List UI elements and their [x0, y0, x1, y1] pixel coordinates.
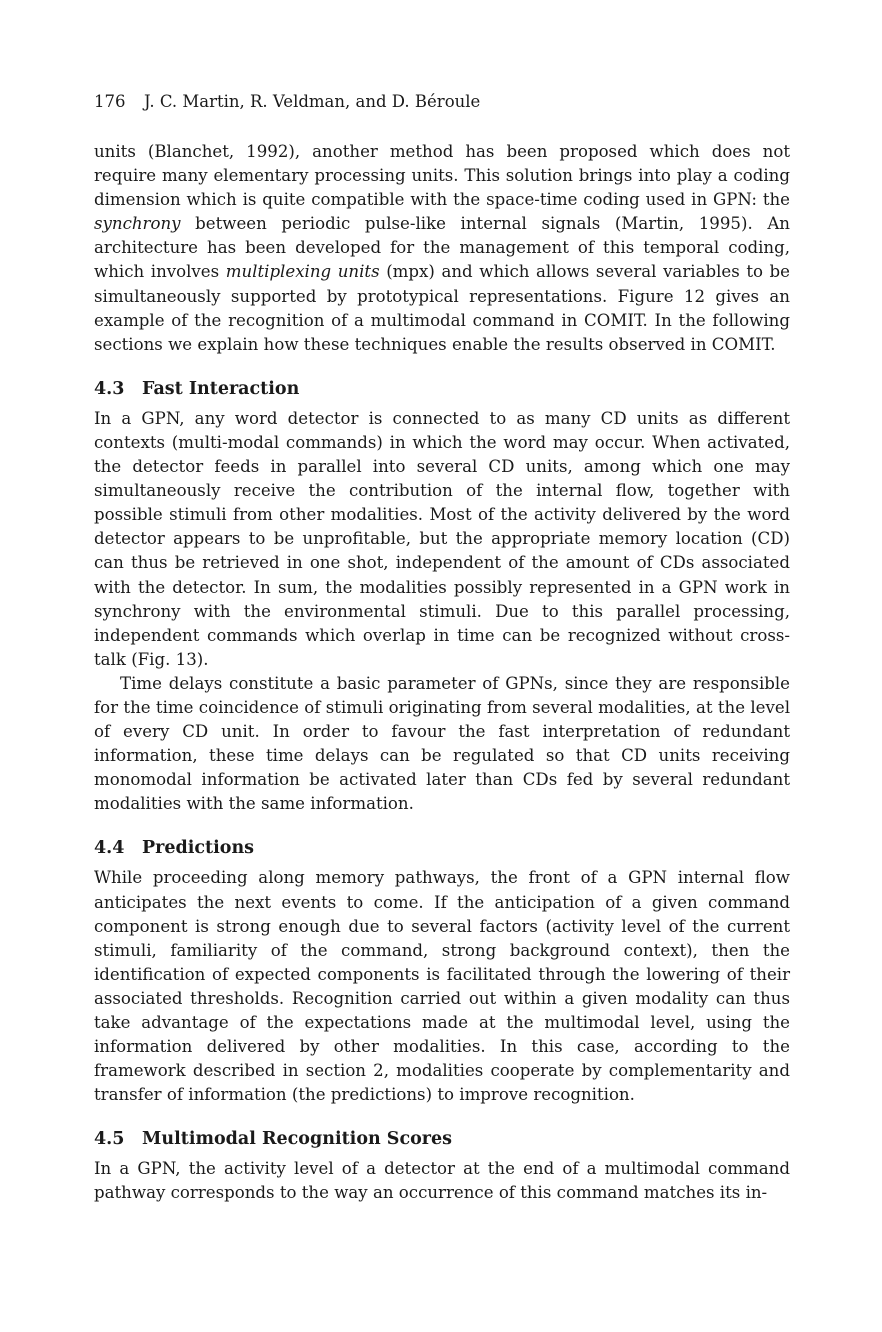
- intro-emphasis-synchrony: synchrony: [94, 214, 181, 234]
- section-4-3-paragraph-2: Time delays constitute a basic parameter of GPNs, since they are responsible for the time coincidence of stimuli originating from several modalities, at the level of every CD unit. In order to favour the fast interpretation of redundant information, these time delays can be regulated so that CD units receiving monomodal information be activated later than CDs fed by several redundant modalities with the same information.: [94, 673, 790, 814]
- intro-text-a: units (Blanchet, 1992), another method has been proposed which does not require many elementary processing units. This solution brings into play a coding dimension which is quite compatible with the space-time coding used in GPN: the: [94, 142, 790, 210]
- section-heading-4-5: [94, 1127, 790, 1151]
- section-number: 4.4: [94, 838, 125, 859]
- section-heading-4-3: [94, 377, 790, 401]
- paper-page: [94, 90, 790, 1206]
- intro-text-c: (mpx) and which allows several variables to be simultaneously supported by prototypical representations. Figure 12 gives an example of the recognition of a multimodal command in COMIT. In the following sections we explain how these techniques enable the results observed in COMIT.: [94, 262, 791, 354]
- section-heading-4-4: [94, 836, 790, 860]
- running-head-authors: J. C. Martin, R. Veldman, and D. Béroule: [144, 92, 481, 111]
- section-4-4-paragraph-1: While proceeding along memory pathways, the front of a GPN internal flow anticipates the next events to come. If the anticipation of a given command component is strong enough due to several factors (activity level of the current stimuli, familiarity of the command, strong background context), then the identification of expected components is facilitated through the lowering of their associated thresholds. Recognition carried out within a given modality can thus take advantage of the expectations made at the multimodal level, using the information delivered by other modalities. In this case, according to the framework described in section 2, modalities cooperate by complementarity and transfer of information (the predictions) to improve recognition.: [94, 868, 790, 1105]
- section-4-3-paragraph-1: In a GPN, any word detector is connected to as many CD units as different contexts (multi-modal commands) in which the word may occur. When activated, the detector feeds in parallel into several CD units, among which one may simultaneously receive the contribution of the internal flow, together with possible stimuli from other modalities. Most of the activity delivered by the word detector appears to be unprofitable, but the appropriate memory location (CD) can thus be retrieved in one shot, independent of the amount of CDs associated with the detector. In sum, the modalities possibly represented in a GPN work in synchrony with the environmental stimuli. Due to this parallel processing, independent commands which overlap in time can be recognized without cross-talk (Fig. 13).: [94, 408, 790, 669]
- section-number: 4.3: [94, 378, 125, 399]
- section-number: 4.5: [94, 1129, 125, 1150]
- running-head: [94, 90, 790, 114]
- intro-paragraph: [94, 140, 790, 357]
- page-number: 176: [94, 92, 126, 111]
- intro-emphasis-multiplexing: multiplexing units: [225, 262, 380, 282]
- section-title: Predictions: [142, 838, 255, 859]
- intro-text-b: between periodic pulse-like internal signals (Martin, 1995). An architecture has been developed for the management of this temporal coding, which involves: [94, 214, 790, 282]
- section-title: Fast Interaction: [142, 378, 300, 399]
- section-4-5-paragraph-1: In a GPN, the activity level of a detector at the end of a multimodal command pathway corresponds to the way an occurrence of this command matches its in-: [94, 1159, 790, 1203]
- section-title: Multimodal Recognition Scores: [142, 1129, 452, 1150]
